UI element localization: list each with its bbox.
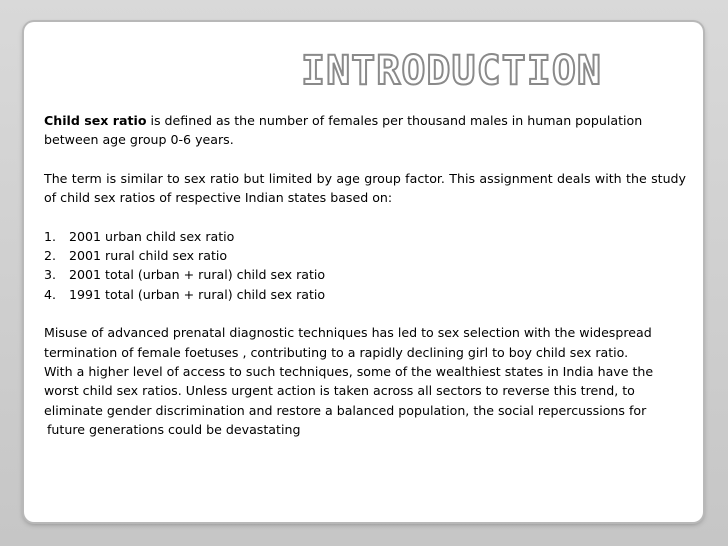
list-item: [44, 265, 686, 284]
list-item: [44, 246, 686, 265]
scope-paragraph: The term is similar to sex ratio but limited by age group factor. This assignment deals with the study of child sex ratios of respective Indian states based on:: [44, 170, 686, 206]
definition-paragraph: [44, 111, 686, 150]
list-text: 2001 total (urban + rural) child sex ratio: [69, 267, 326, 283]
list-number: 4.: [44, 286, 57, 302]
definition-text: is defined as the number of females per thousand males in human population between age group 0-6 years.: [44, 113, 643, 148]
conclusion-line: With a higher level of access to such techniques, some of the wealthiest states in India have the: [44, 364, 654, 380]
list-item: [44, 227, 686, 246]
list-number: 2.: [44, 248, 57, 264]
slide-title: INTRODUCTION: [301, 48, 602, 94]
conclusion-line: termination of female foetuses , contributing to a rapidly declining girl to boy child sex ratio.: [44, 344, 629, 360]
list-text: 2001 urban child sex ratio: [69, 228, 235, 244]
slide-content: [44, 111, 686, 440]
defined-term: Child sex ratio: [44, 113, 147, 128]
list-text: 1991 total (urban + rural) child sex ratio: [69, 286, 326, 302]
conclusion-line: future generations could be devastating: [47, 422, 301, 438]
list-number: 1.: [44, 228, 57, 244]
conclusion-line: eliminate gender discrimination and restore a balanced population, the social repercussions for: [44, 402, 647, 418]
ratio-list: [44, 227, 686, 305]
conclusion-line: Misuse of advanced prenatal diagnostic techniques has led to sex selection with the widespread: [44, 325, 652, 341]
list-number: 3.: [44, 267, 57, 283]
list-item: [44, 285, 686, 304]
conclusion-paragraph: [44, 323, 686, 439]
list-text: 2001 rural child sex ratio: [69, 248, 228, 264]
conclusion-line: worst child sex ratios. Unless urgent action is taken across all sectors to reverse this trend, to: [44, 383, 635, 399]
